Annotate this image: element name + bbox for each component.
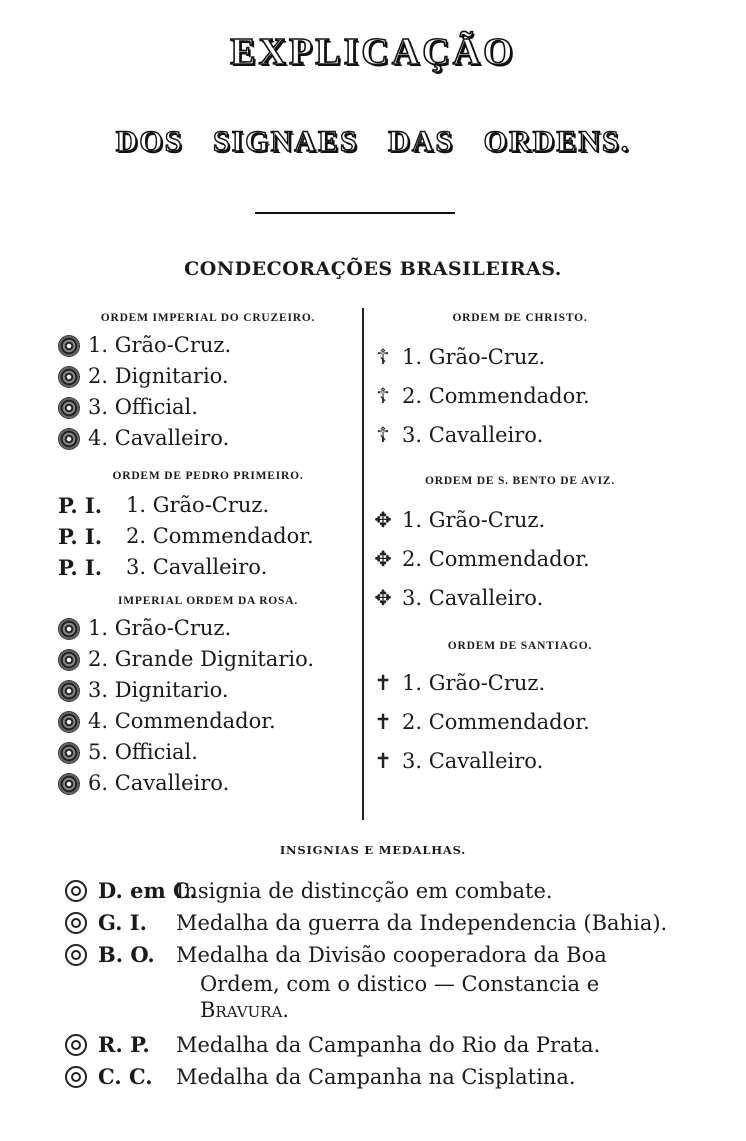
rose-icon: [58, 680, 80, 702]
divider-rule: [255, 212, 455, 214]
list-item: ✝ 1. Grão-Cruz.: [370, 664, 670, 703]
medal-row: R. P. Medalha da Campanha do Rio da Prata.: [0, 1029, 746, 1061]
double-circle-icon: [65, 944, 87, 966]
double-circle-icon: [65, 880, 87, 902]
rosette-icon: [58, 335, 80, 357]
right-column: [370, 312, 670, 781]
list-item: 1. Grão-Cruz.: [58, 613, 358, 644]
fleury-cross-icon: ✥: [374, 508, 392, 532]
list-item: ✥ 3. Cavalleiro.: [370, 579, 670, 618]
list-item: 4. Commendador.: [58, 706, 358, 737]
medal-row-continuation: Bravura.: [200, 998, 290, 1022]
list-item: ✥ 1. Grão-Cruz.: [370, 501, 670, 540]
section-heading: CONDECORAÇÕES BRASILEIRAS.: [184, 258, 562, 280]
medals-section: [0, 843, 746, 1093]
medals-heading: INSIGNIAS E MEDALHAS.: [279, 843, 467, 857]
medal-row: G. I. Medalha da guerra da Independencia (Bahia).: [0, 907, 746, 939]
list-item: P. I. 1. Grão-Cruz.: [58, 493, 270, 518]
double-circle-icon: [65, 912, 87, 934]
list-item: ☦ 1. Grão-Cruz.: [370, 338, 670, 377]
page-title: EXPLICAÇÃO: [230, 31, 516, 73]
page-subtitle: DOS SIGNAES DAS ORDENS.: [115, 125, 631, 158]
patriarchal-cross-icon: ☦: [376, 423, 390, 447]
rose-icon: [58, 773, 80, 795]
medal-row: D. em C.Insignia de distincção em combate.: [0, 875, 746, 907]
double-circle-icon: [65, 1034, 87, 1056]
rosette-icon: [58, 397, 80, 419]
list-item: ✝ 2. Commendador.: [370, 703, 670, 742]
fleury-cross-icon: ✥: [374, 547, 392, 571]
list-item: P. I. 2. Commendador.: [58, 524, 314, 549]
double-circle-icon: [65, 1066, 87, 1088]
order-heading-aviz: ORDEM DE S. BENTO DE AVIZ.: [424, 475, 616, 487]
rose-icon: [58, 742, 80, 764]
list-item: 3. Official.: [58, 392, 358, 423]
list-item: 3. Dignitario.: [58, 675, 358, 706]
left-column: [58, 312, 358, 799]
medal-row: C. C. Medalha da Campanha na Cisplatina.: [0, 1061, 746, 1093]
order-heading-rosa: IMPERIAL ORDEM DA ROSA.: [117, 595, 299, 607]
list-item: 2. Dignitario.: [58, 361, 358, 392]
order-heading-christo: ORDEM DE CHRISTO.: [452, 312, 588, 324]
list-item: ✥ 2. Commendador.: [370, 540, 670, 579]
list-item: 1. Grão-Cruz.: [58, 330, 358, 361]
list-item: ☦ 3. Cavalleiro.: [370, 416, 670, 455]
order-heading-santiago: ORDEM DE SANTIAGO.: [447, 640, 593, 652]
medal-row-continuation: Ordem, com o distico — Constancia e: [200, 972, 600, 996]
list-item: 5. Official.: [58, 737, 358, 768]
list-item: ☦ 2. Commendador.: [370, 377, 670, 416]
list-item: P. I. 3. Cavalleiro.: [58, 555, 268, 580]
order-heading-pedro: ORDEM DE PEDRO PRIMEIRO.: [112, 470, 304, 482]
sword-cross-icon: ✝: [374, 671, 392, 695]
list-item: 6. Cavalleiro.: [58, 768, 358, 799]
list-item: 2. Grande Dignitario.: [58, 644, 358, 675]
fleury-cross-icon: ✥: [374, 586, 392, 610]
list-item: ✝ 3. Cavalleiro.: [370, 742, 670, 781]
rose-icon: [58, 711, 80, 733]
rose-icon: [58, 649, 80, 671]
rose-icon: [58, 618, 80, 640]
list-item: 4. Cavalleiro.: [58, 423, 358, 454]
sword-cross-icon: ✝: [374, 749, 392, 773]
patriarchal-cross-icon: ☦: [376, 345, 390, 369]
sword-cross-icon: ✝: [374, 710, 392, 734]
rosette-icon: [58, 428, 80, 450]
order-heading-cruzeiro: ORDEM IMPERIAL DO CRUZEIRO.: [100, 312, 316, 324]
medal-row: B. O. Medalha da Divisão cooperadora da Boa: [0, 939, 746, 971]
rosette-icon: [58, 366, 80, 388]
patriarchal-cross-icon: ☦: [376, 384, 390, 408]
column-divider: [362, 308, 364, 820]
